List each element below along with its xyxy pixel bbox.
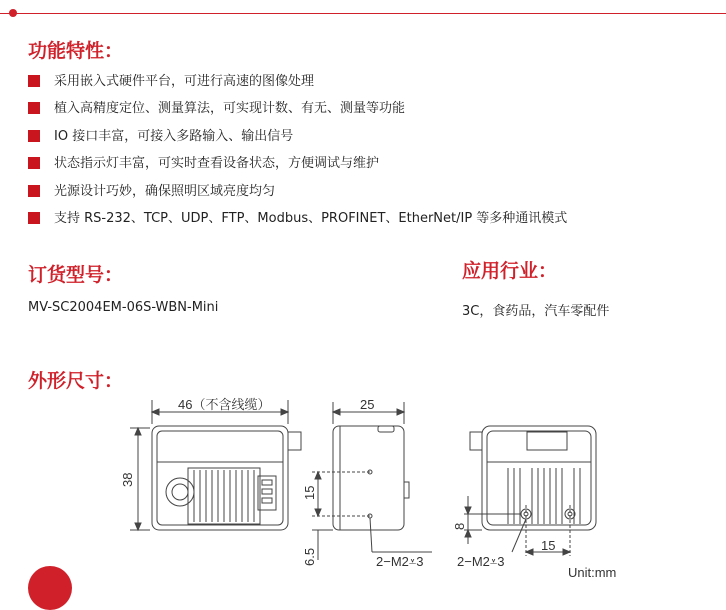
- dimensions-title: 外形尺寸：: [28, 370, 124, 392]
- feature-text: 植入高精度定位、测量算法，可实现计数、有无、测量等功能: [54, 101, 406, 117]
- ordering-title: 订货型号：: [28, 264, 124, 286]
- bottom-hole-label: 2−M2⩡3: [457, 554, 505, 569]
- model-number: MV-SC2004EM-06S-WBN-Mini: [28, 300, 219, 315]
- square-bullet-icon: [28, 157, 40, 169]
- side-spacing-label: 15: [302, 485, 317, 500]
- dimension-drawings: [0, 380, 726, 584]
- feature-text: 支持 RS-232、TCP、UDP、FTP、Modbus、PROFINET、EtherNet/IP 等多种通讯模式: [54, 210, 568, 226]
- side-bottom-label: 6.5: [302, 547, 317, 566]
- features-title: 功能特性：: [28, 40, 124, 62]
- feature-text: 采用嵌入式硬件平台，可进行高速的图像处理: [54, 74, 315, 89]
- feature-item: [28, 123, 567, 150]
- feature-text: 状态指示灯丰富，可实时查看设备状态，方便调试与维护: [54, 156, 380, 172]
- industries-title: 应用行业：: [462, 260, 558, 282]
- front-width-label: 46（不含线缆）: [178, 397, 271, 412]
- header-rule: [0, 13, 726, 14]
- bottom-view-outline: [464, 426, 596, 556]
- feature-item: [28, 68, 567, 95]
- feature-item: [28, 178, 567, 205]
- feature-item: [28, 95, 567, 122]
- square-bullet-icon: [28, 102, 40, 114]
- feature-text: IO 接口丰富，可接入多路输入、输出信号: [54, 128, 294, 144]
- square-bullet-icon: [28, 75, 40, 87]
- bottom-spacing-label: 15: [541, 538, 556, 553]
- feature-item: [28, 205, 567, 232]
- side-view-outline: [312, 402, 432, 560]
- bottom-offset-label: 8: [452, 522, 467, 530]
- feature-item: [28, 150, 567, 177]
- feature-text: 光源设计巧妙，确保照明区域亮度均匀: [54, 183, 276, 199]
- square-bullet-icon: [28, 185, 40, 197]
- front-height-label: 38: [120, 472, 135, 487]
- corner-decoration: [28, 566, 72, 610]
- features-list: [28, 68, 567, 232]
- front-view-outline: [130, 400, 301, 530]
- unit-label: Unit:mm: [568, 565, 617, 580]
- square-bullet-icon: [28, 212, 40, 224]
- industries-text: 3C，食药品，汽车零配件: [462, 304, 610, 319]
- side-hole-label: 2−M2⩡3: [376, 554, 424, 569]
- square-bullet-icon: [28, 130, 40, 142]
- side-width-label: 25: [360, 397, 375, 412]
